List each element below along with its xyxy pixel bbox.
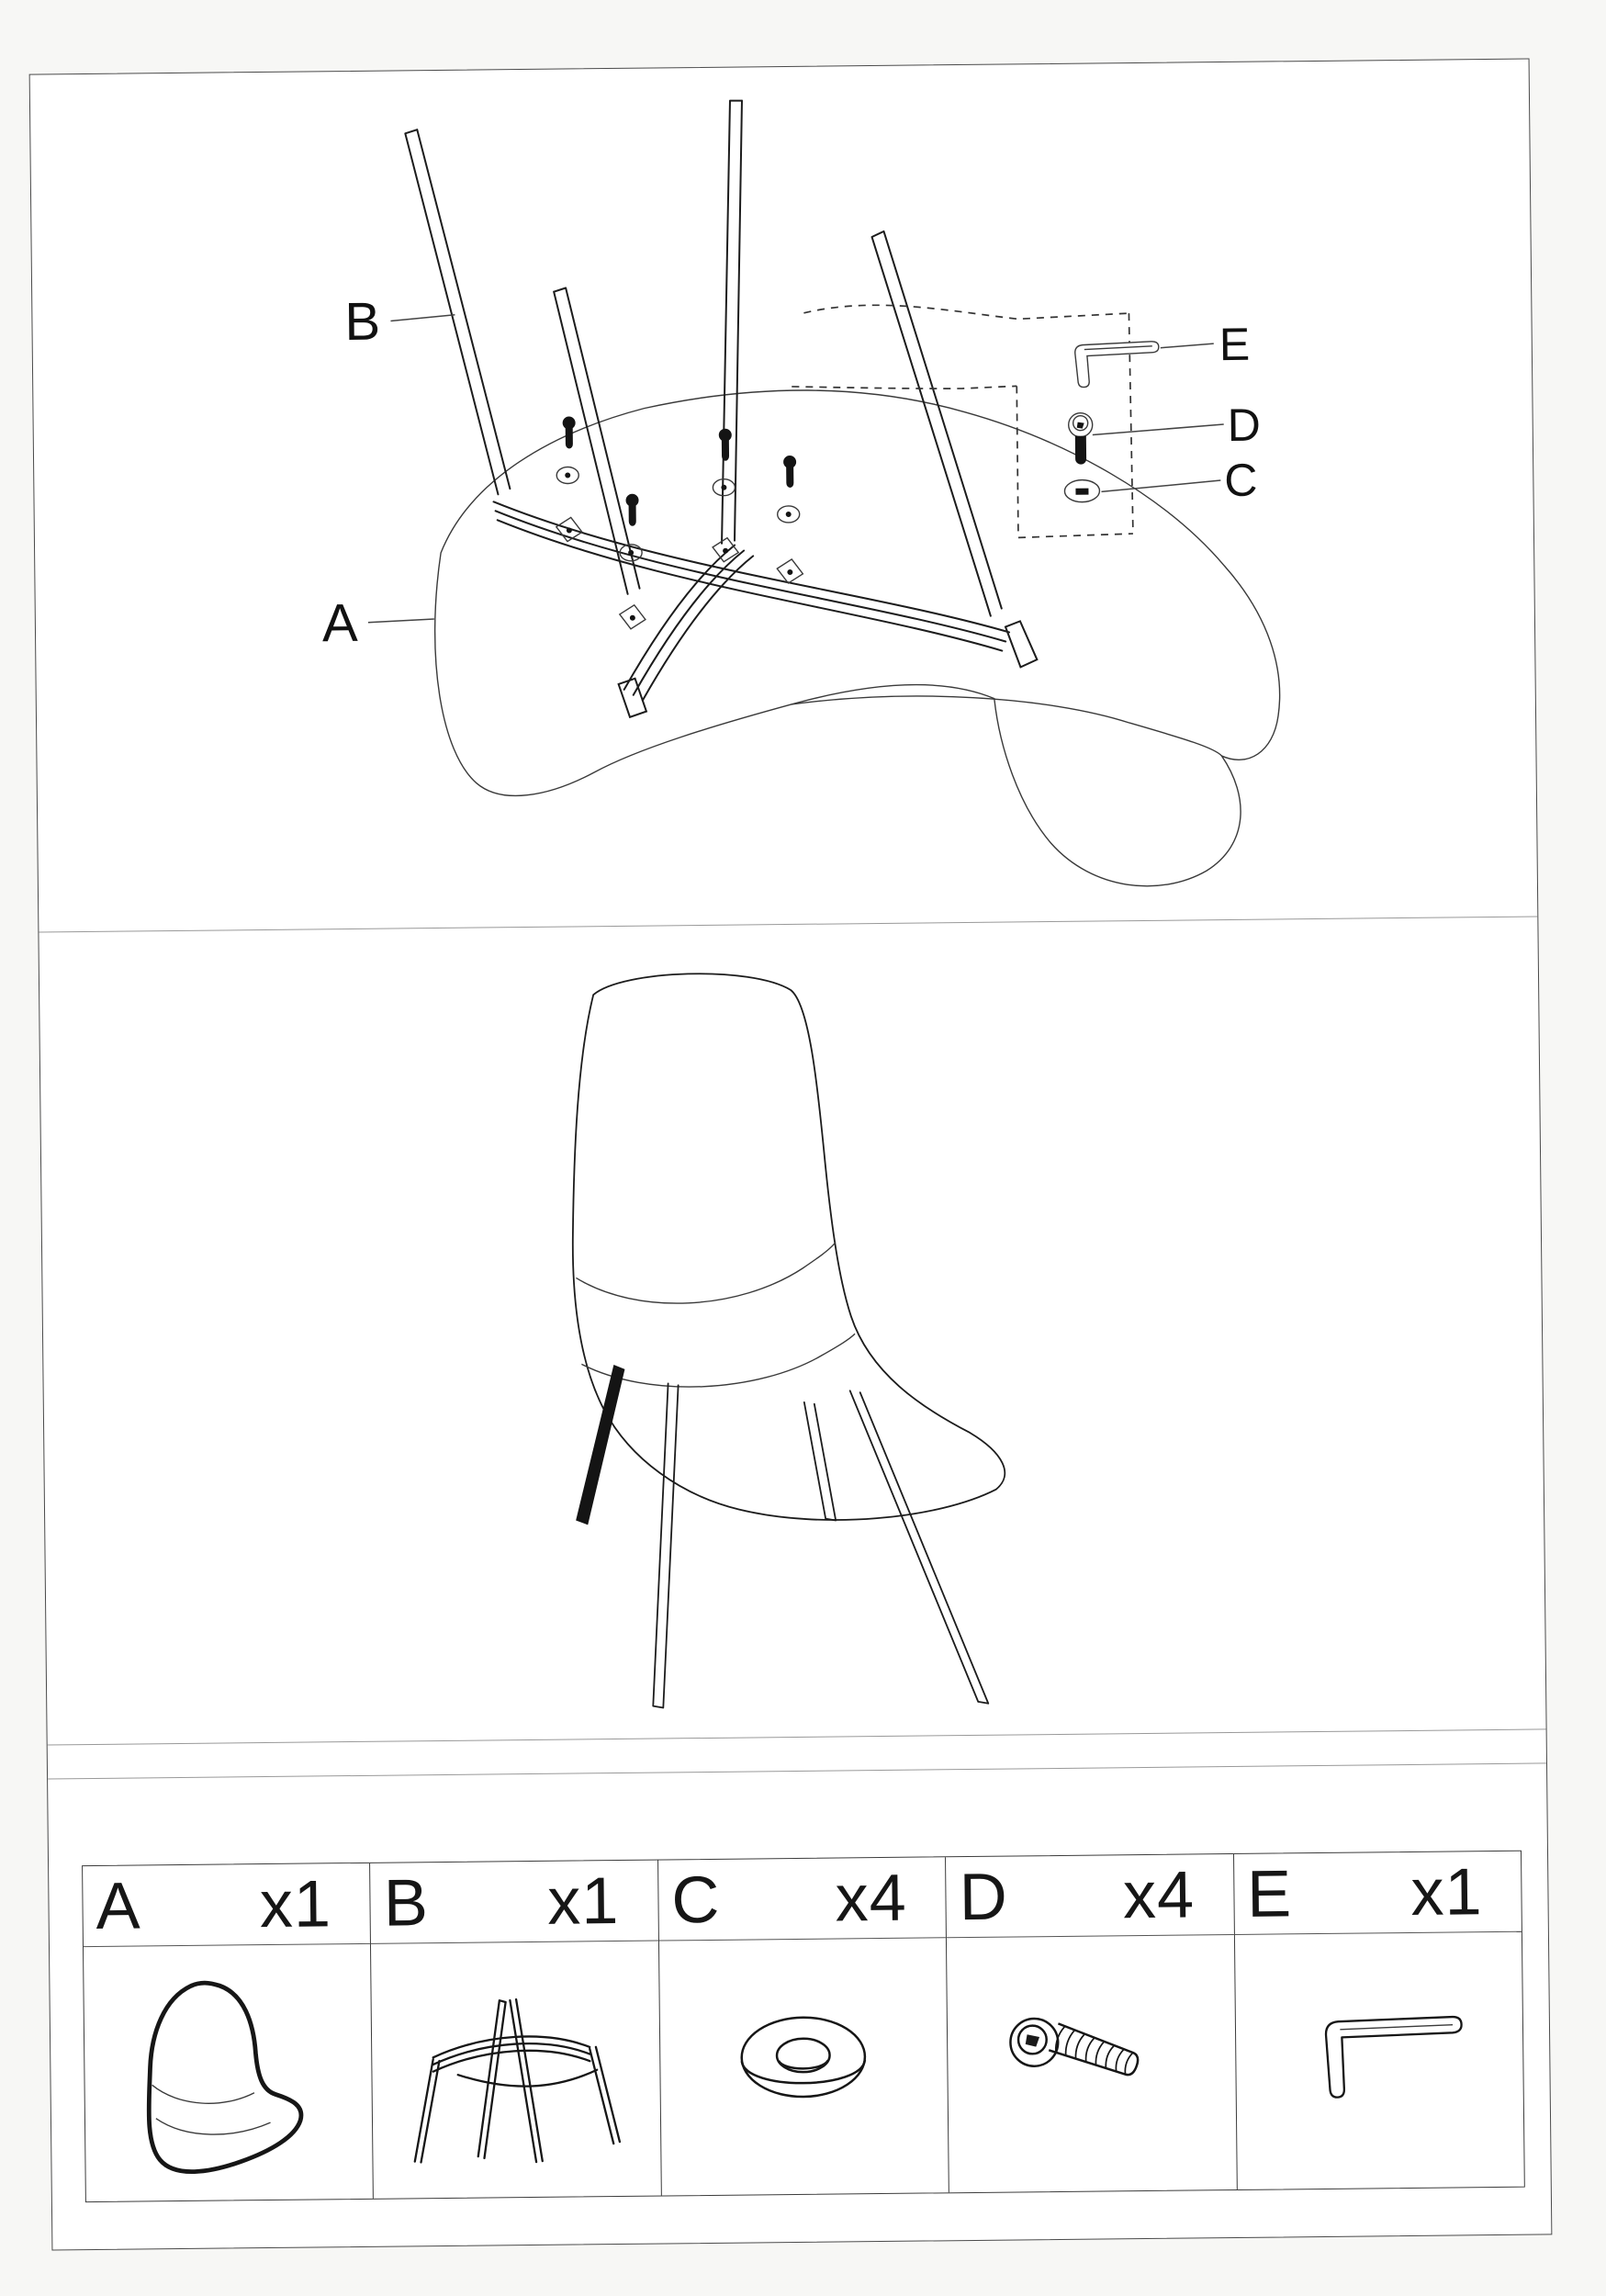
parts-table-header-b — [370, 1861, 657, 1944]
exploded-view-panel — [30, 60, 1538, 932]
part-qty: x1 — [546, 1863, 620, 1939]
seat-shell-drawing — [432, 386, 1282, 894]
parts-table-column-a — [83, 1863, 374, 2201]
leg-frame-icon — [371, 1941, 660, 2199]
washer-detail-icon — [1064, 479, 1099, 501]
part-letter: E — [1246, 1856, 1292, 1931]
assembled-chair-drawing — [39, 916, 1545, 1744]
leg-frame-legs-drawing — [405, 98, 1002, 623]
allen-key-icon — [1075, 342, 1160, 388]
parts-table-column-d — [946, 1854, 1237, 2192]
parts-table-column-c — [658, 1857, 949, 2195]
chair-shell-drawing — [570, 971, 1005, 1523]
parts-table — [82, 1851, 1525, 2202]
instruction-page — [29, 59, 1553, 2251]
part-label-b: B — [344, 291, 381, 353]
washer-icon — [556, 465, 800, 562]
parts-table-column-e — [1234, 1851, 1524, 2189]
part-label-e: E — [1219, 318, 1251, 371]
part-label-d: D — [1227, 399, 1262, 451]
exploded-chair-diagram — [30, 60, 1538, 932]
hardware-detail-callout — [791, 301, 1262, 540]
part-qty: x4 — [835, 1861, 908, 1936]
part-qty: x1 — [259, 1866, 332, 1941]
screw-icon — [947, 1935, 1236, 2192]
allen-key-icon — [1235, 1932, 1524, 2189]
part-label-a: A — [321, 592, 358, 654]
washer-icon — [659, 1938, 949, 2195]
part-label-c: C — [1224, 454, 1258, 507]
parts-table-header-c — [658, 1857, 946, 1941]
panel-divider-3 — [48, 1762, 1546, 1779]
seat-shell-icon — [84, 1944, 373, 2201]
assembled-view-panel — [39, 916, 1545, 1744]
mount-plate-icon — [556, 515, 803, 630]
part-letter: C — [670, 1863, 720, 1937]
part-letter: B — [383, 1865, 429, 1941]
screw-detail-icon — [1069, 413, 1094, 465]
part-qty: x1 — [1410, 1854, 1483, 1930]
leg-frame-rails-drawing — [494, 496, 1038, 718]
chair-legs-drawing — [574, 1361, 988, 1709]
parts-table-header-e — [1234, 1851, 1522, 1935]
part-letter: A — [95, 1868, 140, 1943]
part-letter: D — [959, 1860, 1008, 1934]
parts-table-column-b — [370, 1861, 661, 2199]
part-qty: x4 — [1122, 1857, 1196, 1932]
parts-table-header-a — [83, 1863, 370, 1947]
parts-table-header-d — [946, 1854, 1233, 1938]
